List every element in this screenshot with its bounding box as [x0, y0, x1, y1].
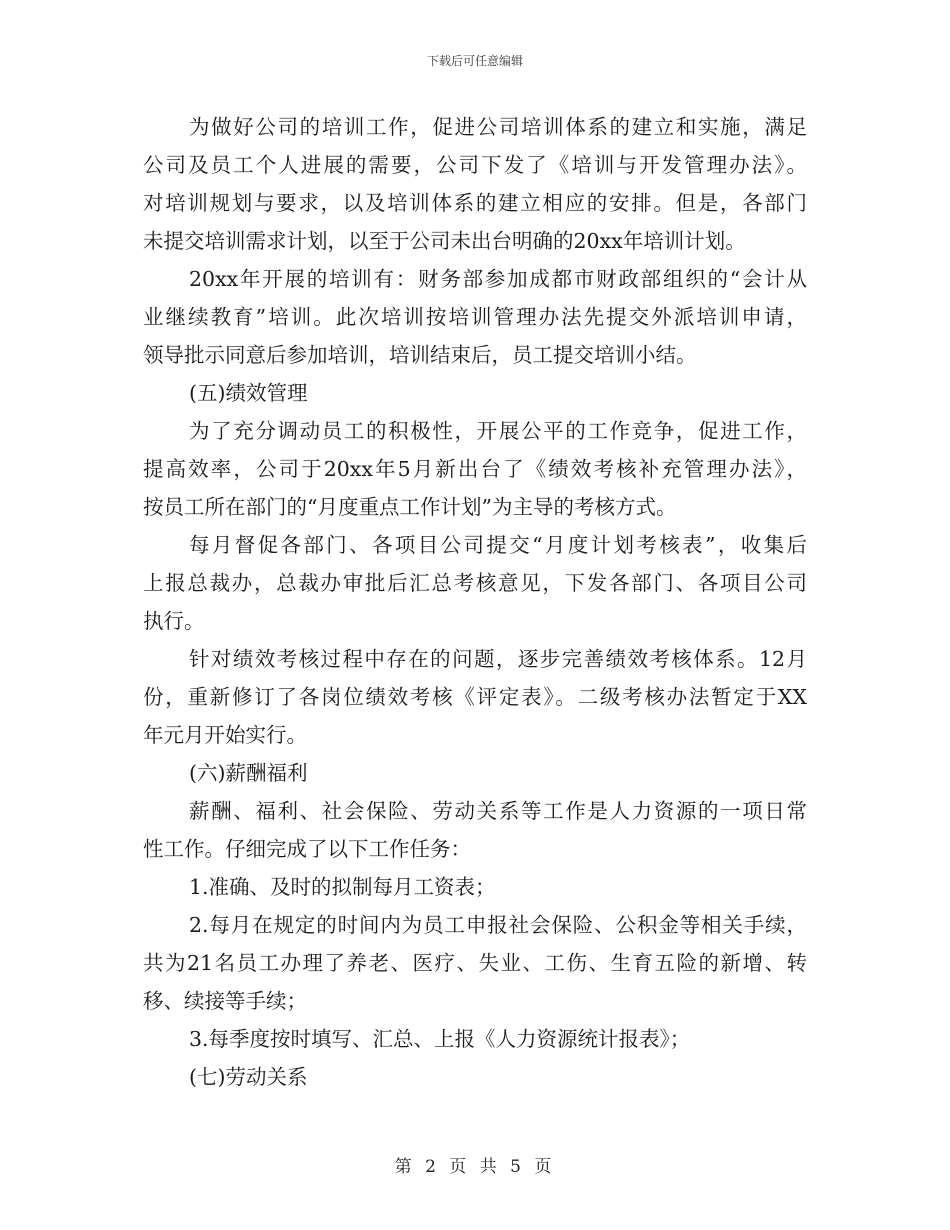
- body-line: 份，重新修订了各岗位绩效考核《评定表》。二级考核办法暂定于XX: [143, 685, 807, 709]
- body-line: 每月督促各部门、各项目公司提交“月度计划考核表”，收集后: [189, 533, 807, 557]
- document-body: [143, 108, 807, 1096]
- body-line: 对培训规划与要求，以及培训体系的建立相应的安排。但是，各部门: [143, 191, 807, 215]
- body-line: 年元月开始实行。: [143, 723, 307, 747]
- page-footer: 第 2 页 共 5 页: [394, 1157, 556, 1177]
- page-header: 下载后可任意编辑: [426, 54, 523, 68]
- list-item: 3.每季度按时填写、汇总、上报《人力资源统计报表》；: [189, 1027, 691, 1051]
- body-line: 执行。: [143, 609, 205, 633]
- list-item: 1.准确、及时的拟制每月工资表；: [189, 875, 496, 899]
- body-line: 薪酬、福利、社会保险、劳动关系等工作是人力资源的一项日常: [189, 799, 807, 823]
- section-heading: (五)绩效管理: [189, 381, 308, 405]
- body-line: 移、续接等手续；: [143, 989, 307, 1013]
- body-line: 领导批示同意后参加培训，培训结束后，员工提交培训小结。: [143, 343, 697, 367]
- body-line: 为了充分调动员工的积极性，开展公平的工作竞争，促进工作，: [189, 419, 807, 443]
- section-heading: (七)劳动关系: [189, 1065, 308, 1089]
- body-line: 提高效率，公司于20xx年5月新出台了《绩效考核补充管理办法》，: [143, 457, 807, 481]
- body-line: 业继续教育”培训。此次培训按培训管理办法先提交外派培训申请，: [143, 305, 807, 329]
- body-line: 针对绩效考核过程中存在的问题，逐步完善绩效考核体系。12月: [189, 647, 807, 671]
- body-line: 为做好公司的培训工作，促进公司培训体系的建立和实施，满足: [189, 115, 807, 139]
- body-line: 公司及员工个人进展的需要，公司下发了《培训与开发管理办法》。: [143, 153, 807, 177]
- body-line: 共为21名员工办理了养老、医疗、失业、工伤、生育五险的新增、转: [143, 951, 807, 975]
- body-line: 按员工所在部门的“月度重点工作计划”为主导的考核方式。: [143, 495, 677, 519]
- section-heading: (六)薪酬福利: [189, 761, 308, 785]
- body-line: 上报总裁办，总裁办审批后汇总考核意见，下发各部门、各项目公司: [143, 571, 807, 595]
- body-line: 性工作。仔细完成了以下工作任务：: [143, 837, 471, 861]
- body-line: 未提交培训需求计划，以至于公司未出台明确的20xx年培训计划。: [143, 229, 746, 253]
- body-line: 20xx年开展的培训有：财务部参加成都市财政部组织的“会计从: [189, 267, 807, 291]
- list-item: 2.每月在规定的时间内为员工申报社会保险、公积金等相关手续，: [189, 913, 807, 937]
